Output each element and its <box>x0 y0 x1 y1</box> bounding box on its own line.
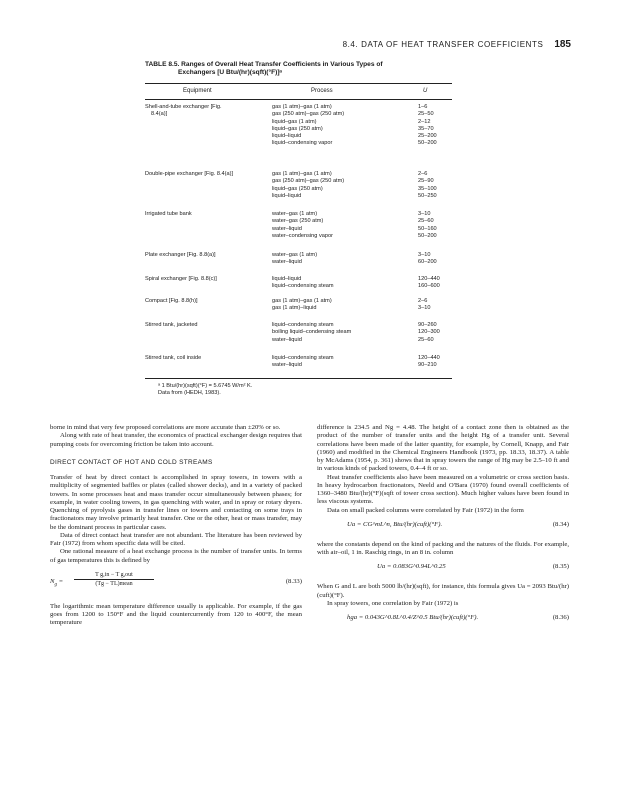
equipment-cell <box>145 322 263 329</box>
u-value: 3–10 <box>418 211 431 217</box>
equipment-cell <box>145 171 263 178</box>
right-paragraph-5: When G and L are both 5000 lb/(hr)(sqft), for instance, this formula gives Ua = 2093 Btu/(hr)(cuft)(°F). <box>317 583 569 599</box>
eq833-label: (8.33) <box>285 577 302 585</box>
equipment-cell <box>145 298 263 305</box>
process-value: water–liquid <box>272 259 302 266</box>
process-value: liquid–condensing steam <box>272 283 334 290</box>
u-value: 3–10 <box>418 252 431 258</box>
process-cell <box>272 252 422 267</box>
footnote-conversion: ᵃ 1 Btu/(hr)(sqft)(°F) = 5.6745 W/m² K. <box>158 383 253 389</box>
u-value: 90–210 <box>418 362 437 369</box>
table-title-line2: Exchangers [U Btu/(hr)(sqft)(°F)]ᵃ <box>178 69 283 76</box>
eq833-lhs: $N_g$ = <box>50 577 64 588</box>
equipment-line: 8.4(a)] <box>151 111 168 118</box>
left-paragraph-3: Transfer of heat by direct contact is accomplished in spray towers, in towers with a multiplicity of segmented baffles or plates (called shower decks), and in a variety of packed towers. In some processes heat and mass transfer occur simultaneously between phases; for example, in water cooling towers, in gas quenching with water, and in spray or rotary dryers. Quenching of pyrolysis gases in transfer lines or towers and contacting on some trays in fractionators may involve primarily heat transfer. One or the other, heat or mass transfer, may be the dominant process in particular cases. <box>50 474 302 531</box>
process-value: liquid–gas (250 atm) <box>272 185 323 192</box>
u-cell <box>418 252 458 267</box>
right-paragraph-6: In spray towers, one correlation by Fair (1972) is <box>327 599 459 607</box>
u-cell <box>418 276 458 291</box>
u-value: 25–90 <box>418 178 434 185</box>
process-value: liquid–liquid <box>272 133 302 140</box>
process-value: liquid–condensing vapor <box>272 140 333 147</box>
process-value: boiling liquid–condensing steam <box>272 329 352 336</box>
u-value: 2–6 <box>418 298 428 304</box>
u-value: 50–160 <box>418 225 437 232</box>
process-value: liquid–condensing steam <box>272 355 334 361</box>
process-cell <box>272 211 422 240</box>
u-value: 25–50 <box>418 111 434 118</box>
u-value: 50–200 <box>418 140 437 147</box>
footnote-source: Data from (HEDH, 1983). <box>158 390 221 397</box>
process-cell <box>272 322 422 344</box>
u-cell <box>418 298 458 313</box>
process-value: gas (250 atm)–gas (250 atm) <box>272 178 345 185</box>
equipment-cell <box>145 104 263 119</box>
right-paragraph-4: where the constants depend on the kind of packing and the natures of the fluids. For example, with air–oil, 1 in. Raschig rings, in an 8 in. column <box>317 540 569 556</box>
table-top-rule <box>145 83 452 84</box>
table-footnote <box>158 383 252 398</box>
table-title <box>145 61 485 77</box>
left-column <box>50 424 302 628</box>
u-value: 120–440 <box>418 355 440 361</box>
u-value: 50–250 <box>418 192 437 199</box>
column-header-process: Process <box>311 88 333 94</box>
process-value: water–gas (1 atm) <box>272 252 318 258</box>
running-head <box>343 39 571 50</box>
table-title-line1: TABLE 8.5. Ranges of Overall Heat Transfer Coefficients in Various Types of <box>145 61 383 68</box>
process-cell <box>272 298 422 313</box>
process-value: water–gas (1 atm) <box>272 211 318 217</box>
column-header-equipment: Equipment <box>183 88 212 94</box>
equipment-line: Stirred tank, jacketed <box>145 322 198 328</box>
equipment-line: Irrigated tube bank <box>145 211 192 217</box>
equipment-cell <box>145 252 263 259</box>
equipment-line: Double-pipe exchanger [Fig. 8.4(a)] <box>145 171 233 177</box>
u-cell <box>418 211 458 240</box>
equipment-line: Shell-and-tube exchanger [Fig. <box>145 104 222 110</box>
equation-8-36 <box>317 614 569 628</box>
process-value: gas (1 atm)–gas (1 atm) <box>272 104 332 110</box>
equation-8-35 <box>317 563 569 577</box>
right-column <box>317 424 569 634</box>
process-value: gas (1 atm)–gas (1 atm) <box>272 298 332 304</box>
process-value: liquid–gas (250 atm) <box>272 125 323 132</box>
equipment-line: Spiral exchanger [Fig. 8.8(c)] <box>145 276 217 282</box>
u-value: 35–70 <box>418 125 434 132</box>
eq835-label: (8.35) <box>552 563 569 571</box>
equation-8-33 <box>50 573 302 595</box>
left-paragraph-1: borne in mind that very few proposed correlations are more accurate than ±20% or so. <box>50 424 281 431</box>
eq836-label: (8.36) <box>552 614 569 621</box>
running-head-title: 8.4. DATA OF HEAT TRANSFER COEFFICIENTS <box>342 40 544 49</box>
process-value: water–liquid <box>272 362 302 369</box>
process-value: water–condensing vapor <box>272 232 333 239</box>
equipment-line: Compact [Fig. 8.8(h)] <box>145 298 198 304</box>
process-value: liquid–liquid <box>272 276 302 282</box>
eq834-body: Ua = CG^mL^n, Btu/(hr)(cuft)(°F). <box>347 520 443 528</box>
table-header-rule <box>145 99 452 100</box>
process-value: gas (250 atm)–gas (250 atm) <box>272 111 345 118</box>
process-value: gas (1 atm)–liquid <box>272 305 317 312</box>
u-value: 160–600 <box>418 283 440 290</box>
process-cell <box>272 171 422 200</box>
process-value: gas (1 atm)–gas (1 atm) <box>272 171 332 177</box>
column-header-u: U <box>423 88 428 94</box>
u-value: 50–200 <box>418 232 437 239</box>
table-bottom-rule <box>145 378 452 379</box>
equipment-line: Stirred tank, coil inside <box>145 355 202 361</box>
u-value: 3–10 <box>418 305 431 312</box>
equipment-cell <box>145 355 263 362</box>
eq834-label: (8.34) <box>552 520 569 528</box>
equation-8-34 <box>317 521 569 535</box>
process-value: liquid–gas (1 atm) <box>272 118 317 125</box>
u-value: 90–260 <box>418 322 437 328</box>
equipment-cell <box>145 276 263 283</box>
eq833-numerator: T g,in − T g,out <box>74 571 154 580</box>
u-cell <box>418 355 458 370</box>
u-value: 2–6 <box>418 171 428 177</box>
u-value: 2–12 <box>418 118 431 125</box>
eq836-body: hga = 0.043G^0.8L^0.4/Z^0.5 Btu/(hr)(cuft)(°F). <box>347 614 479 621</box>
left-paragraph-4: Data of direct contact heat transfer are not abundant. The literature has been reviewed by Fair (1972) from whom specific data will be cited. <box>50 531 302 547</box>
u-value: 120–300 <box>418 329 440 336</box>
process-cell <box>272 355 422 370</box>
u-value: 25–60 <box>418 336 434 343</box>
u-value: 25–200 <box>418 133 437 140</box>
page-number: 185 <box>554 39 571 50</box>
right-paragraph-3: Data on small packed columns were correlated by Fair (1972) in the form <box>327 506 524 514</box>
process-cell <box>272 104 422 148</box>
process-value: water–liquid <box>272 225 302 232</box>
u-value: 1–6 <box>418 104 428 110</box>
section-heading: DIRECT CONTACT OF HOT AND COLD STREAMS <box>50 458 213 466</box>
u-cell <box>418 171 458 200</box>
process-value: water–gas (250 atm) <box>272 218 324 225</box>
eq833-fraction <box>74 571 154 589</box>
u-cell <box>418 322 458 344</box>
equipment-line: Plate exchanger [Fig. 8.8(a)] <box>145 252 216 258</box>
left-paragraph-5: One rational measure of a heat exchange process is the number of transfer units. In terms of gas temperatures this is defined by <box>50 548 302 564</box>
process-value: liquid–liquid <box>272 192 302 199</box>
process-value: water–liquid <box>272 336 302 343</box>
equipment-cell <box>145 211 263 218</box>
u-value: 60–200 <box>418 259 437 266</box>
left-paragraph-2: Along with rate of heat transfer, the economics of practical exchanger design requires that pumping costs for overcoming friction be taken into account. <box>50 432 302 448</box>
process-cell <box>272 276 422 291</box>
u-value: 25–60 <box>418 218 434 225</box>
eq835-body: Ua = 0.083G^0.94L^0.25 <box>377 563 446 571</box>
u-value: 35–100 <box>418 185 437 192</box>
eq833-denominator: (Tg − TL)mean <box>95 581 133 587</box>
right-paragraph-1: difference is 234.5 and Ng = 4.48. The height of a contact zone then is obtained as the product of the number of transfer units and the height Hg of a transfer unit. Several correlations have been made of the latter quantity, for example, by Cornell, Knapp, and Fair (1960) and modified in the Chemical Engineers Handbook (1973, pp. 18.33, 18.37). A table by McAdams (1954, p. 361) shows that in spray towers the range of Hg may be 2.5–10 ft and in various kinds of packed towers, 0.4–4 ft or so. <box>317 424 569 473</box>
u-cell <box>418 104 458 148</box>
u-value: 120–440 <box>418 276 440 282</box>
right-paragraph-2: Heat transfer coefficients also have been measured on a volumetric or cross section basis. In heavy hydrocarbon fractionators, Neeld and O'Bara (1970) found overall coefficients of 1360–3480 Btu/(hr)(°F)(sqft of tower cross section). Much higher values have been found in less viscous systems. <box>317 473 569 506</box>
process-value: liquid–condensing steam <box>272 322 334 328</box>
left-paragraph-6: The logarithmic mean temperature difference usually is applicable. For example, if the gas goes from 1200 to 150°F and the liquid countercurrently from 120 to 400°F, the mean temperature <box>50 602 302 627</box>
